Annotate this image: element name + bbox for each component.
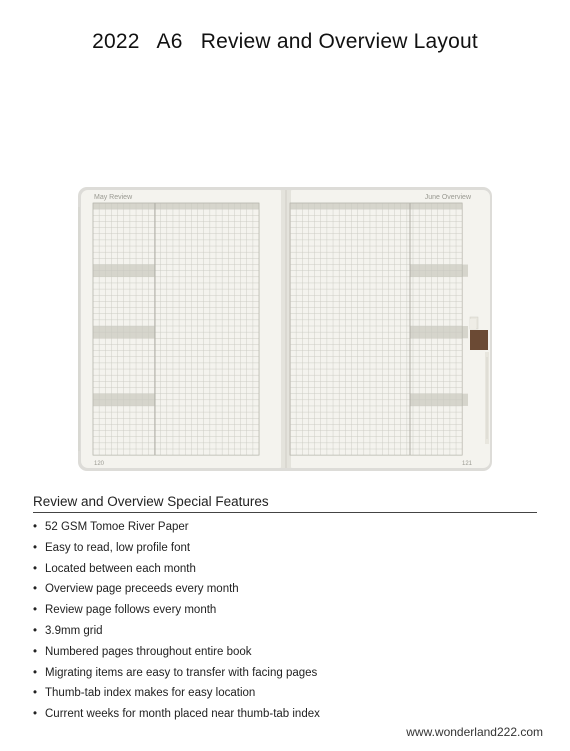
bullet-icon: • bbox=[33, 604, 38, 617]
feature-item bbox=[33, 579, 320, 600]
bullet-icon: • bbox=[33, 687, 38, 700]
feature-item bbox=[33, 600, 320, 621]
bullet-icon: • bbox=[33, 645, 38, 658]
bullet-icon: • bbox=[33, 583, 38, 596]
feature-text: Overview page preceeds every month bbox=[45, 583, 239, 596]
feature-item bbox=[33, 663, 320, 684]
features-list bbox=[33, 517, 320, 725]
feature-item bbox=[33, 642, 320, 663]
feature-item bbox=[33, 704, 320, 725]
feature-text: Easy to read, low profile font bbox=[45, 541, 191, 554]
left-page-header: May Review bbox=[94, 194, 133, 201]
bullet-icon: • bbox=[33, 624, 38, 637]
feature-item bbox=[33, 559, 320, 580]
website-link[interactable]: www.wonderland222.com bbox=[406, 725, 543, 739]
header-band bbox=[93, 203, 259, 209]
feature-text: Migrating items are easy to transfer with facing pages bbox=[45, 666, 318, 679]
left-page-number: 120 bbox=[94, 461, 105, 467]
thumb-tab-light bbox=[470, 319, 476, 329]
bullet-icon: • bbox=[33, 521, 38, 533]
feature-item bbox=[33, 621, 320, 642]
features-heading: Review and Overview Special Features bbox=[33, 494, 269, 509]
planner-spread bbox=[78, 187, 492, 471]
feature-text: Numbered pages throughout entire book bbox=[45, 645, 252, 658]
right-page-header: June Overview bbox=[424, 194, 471, 201]
feature-text: Review page follows every month bbox=[45, 604, 217, 617]
bullet-icon: • bbox=[33, 541, 38, 554]
feature-text: Located between each month bbox=[45, 562, 196, 575]
bullet-icon: • bbox=[33, 666, 38, 679]
feature-item bbox=[33, 538, 320, 559]
feature-text: Current weeks for month placed near thumb-tab index bbox=[45, 708, 320, 721]
thumb-tab-current bbox=[470, 330, 488, 350]
bullet-icon: • bbox=[33, 562, 38, 575]
features-divider bbox=[33, 512, 537, 513]
feature-text: Thumb-tab index makes for easy location bbox=[45, 687, 256, 700]
feature-text: 52 GSM Tomoe River Paper bbox=[45, 521, 189, 533]
feature-text: 3.9mm grid bbox=[45, 624, 103, 637]
page-title: 2022 A6 Review and Overview Layout bbox=[92, 30, 478, 53]
feature-item bbox=[33, 517, 320, 538]
planner-photo bbox=[78, 187, 492, 471]
feature-item bbox=[33, 683, 320, 704]
right-page-number: 121 bbox=[461, 461, 472, 467]
bullet-icon: • bbox=[33, 708, 38, 721]
